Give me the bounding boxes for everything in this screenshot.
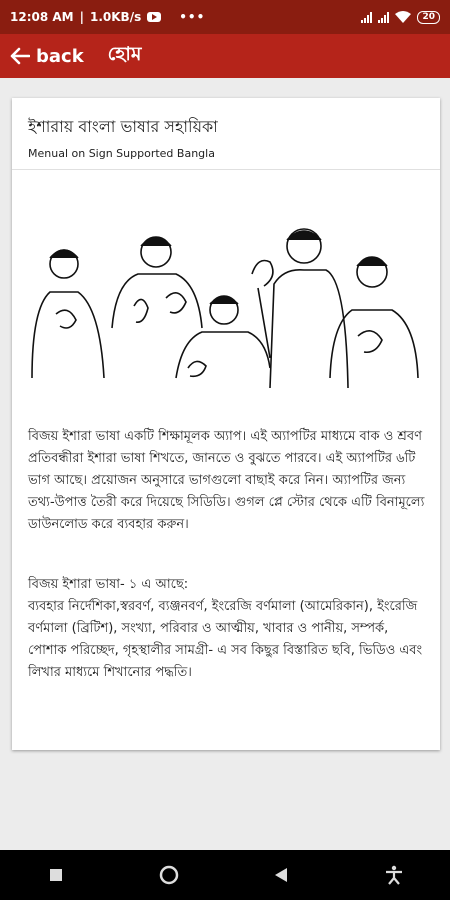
youtube-icon [147, 12, 161, 22]
page-title: হোম [107, 43, 142, 65]
contents-heading: বিজয় ইশারা ভাষা- ১ এ আছে: [28, 577, 189, 592]
contents-paragraph: ব্যবহার নির্দেশিকা,স্বরবর্ণ, ব্যঞ্জনবর্ণ, ইংরেজি বর্ণমালা (আমেরিকান), ইংরেজি বর্ণমালা (ব্রিটিশ), সংখ্যা, পরিবার ও আত্মীয়, খাবার ও পানীয়, সম্পর্ক, পোশাক পরিচ্ছেদ, গৃহস্থালীর সামগ্রী- এ সব কিছুর বিস্তারিত ছবি, ভিডিও এবং লিখার মাধ্যমে শিখানোর পদ্ধতি। [28, 599, 423, 680]
intro-paragraph: বিজয় ইশারা ভাষা একটি শিক্ষামূলক অ্যাপ। এই অ্যাপটির মাধ্যমে বাক ও শ্রবণ প্রতিবন্ধীরা ইশারা ভাষা শিখতে, জানতে ও বুঝতে পারবে। এই অ্যাপটির ৬টি ভাগ আছে। প্রয়োজন অনুসারে ভাগগুলো বাছাই করে নিন। অ্যাপটির জন্য তথ্য-উপাত্ত তৈরী করে দিয়েছে সিডিডি। গুগল প্লে স্টোর থেকে এটি বিনামূল্যে ডাউনলোড করে ব্যবহার করুন। [28, 429, 425, 532]
main-content[interactable] [0, 78, 450, 850]
status-bar [0, 0, 450, 34]
status-time: 12:08 AM [10, 10, 74, 24]
info-card [12, 98, 440, 750]
app-bar [0, 34, 450, 78]
system-back-button[interactable] [261, 855, 301, 895]
triangle-back-icon [273, 867, 289, 883]
status-divider: | [79, 10, 84, 24]
card-header [12, 98, 440, 170]
accessibility-button[interactable] [374, 855, 414, 895]
back-label: back [36, 45, 84, 67]
more-notifications-icon: ••• [179, 10, 206, 24]
signal-icon [361, 12, 372, 23]
sign-language-people-illustration [26, 228, 426, 388]
system-nav-bar [0, 850, 450, 900]
back-button[interactable] [10, 46, 84, 67]
accessibility-icon [385, 865, 403, 885]
arrow-left-icon [10, 47, 30, 65]
square-icon [49, 868, 63, 882]
signal-2-icon [378, 12, 389, 23]
description [28, 426, 428, 684]
circle-icon [158, 864, 180, 886]
card-title-bangla: ইশারায় বাংলা ভাষার সহায়িকা [28, 117, 218, 136]
home-button[interactable] [149, 855, 189, 895]
wifi-icon [395, 11, 411, 23]
status-speed: 1.0KB/s [90, 10, 142, 24]
battery-icon: 20 [417, 11, 440, 24]
card-title-english: Menual on Sign Supported Bangla [28, 147, 215, 160]
recent-apps-button[interactable] [36, 855, 76, 895]
